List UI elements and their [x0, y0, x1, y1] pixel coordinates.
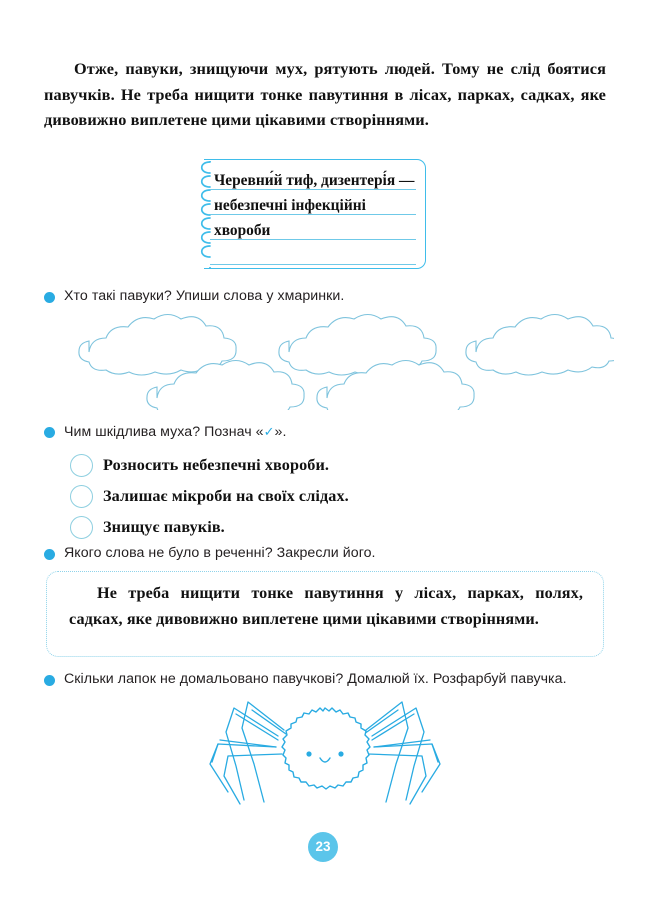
spider-eye-right	[338, 751, 343, 756]
bullet-icon	[44, 427, 55, 438]
sentence-dashed-box[interactable]	[46, 571, 604, 657]
task-strikeout	[44, 544, 624, 563]
sentence-box-text: Не треба нищити тонке павутиння у лісах, парках, полях, садках, яке дивовижно виплетене цими цікавими створіннями.	[69, 584, 583, 628]
term-box-text: Черевни́й тиф, дизентері́я — небезпечні інфекційні хвороби	[214, 172, 415, 239]
cloud-answer-shapes	[44, 310, 614, 410]
task-strikeout-label: Якого слова не було в реченні? Закресли його.	[64, 545, 376, 561]
option-checkbox-circle[interactable]	[70, 485, 93, 508]
task-checkboxes-label	[64, 422, 286, 442]
option-checkbox-circle[interactable]	[70, 516, 93, 539]
bullet-icon	[44, 549, 55, 560]
option-checkbox-circle[interactable]	[70, 454, 93, 477]
spider-illustration	[198, 692, 452, 812]
bullet-icon	[44, 292, 55, 303]
answer-options-list	[70, 450, 570, 543]
checkmark-icon: ✓	[263, 424, 275, 439]
page-number-text: 23	[315, 839, 331, 855]
option-row[interactable]	[70, 481, 570, 512]
cloud-shape	[466, 315, 614, 376]
intro-paragraph: Отже, павуки, знищуючи мух, рятують людей. Тому не слід боятися павучків. Не треба нищити тонке павутиння в лісах, парках, садках, яке дивовижно виплетене цими цікавими створіннями.	[44, 59, 606, 129]
option-row[interactable]	[70, 512, 570, 543]
option-label: Знищує павуків.	[103, 518, 225, 536]
task-clouds-label: Хто такі павуки? Упиши слова у хмаринки.	[64, 288, 345, 304]
spider-leg-right	[374, 740, 440, 792]
spider-eye-left	[306, 751, 311, 756]
task-clouds	[44, 287, 624, 306]
task-checkboxes-text-after: ».	[274, 424, 287, 440]
task-checkboxes-text-before: Чим шкідлива муха? Познач «	[64, 424, 264, 440]
bullet-icon	[44, 675, 55, 686]
task-spider-label: Скільки лапок не домальовано павучкові? Домалюй їх. Розфарбуй павучка.	[64, 671, 567, 687]
option-label: Розносить небезпечні хвороби.	[103, 456, 330, 474]
spider-leg-left	[210, 740, 276, 792]
option-label: Залишає мікроби на своїх слідах.	[103, 487, 349, 505]
page-number-badge	[308, 832, 338, 862]
option-row[interactable]	[70, 450, 570, 481]
task-checkboxes	[44, 422, 624, 442]
task-spider	[44, 670, 624, 689]
spider-body	[282, 708, 370, 789]
term-notepad-box	[190, 159, 428, 271]
